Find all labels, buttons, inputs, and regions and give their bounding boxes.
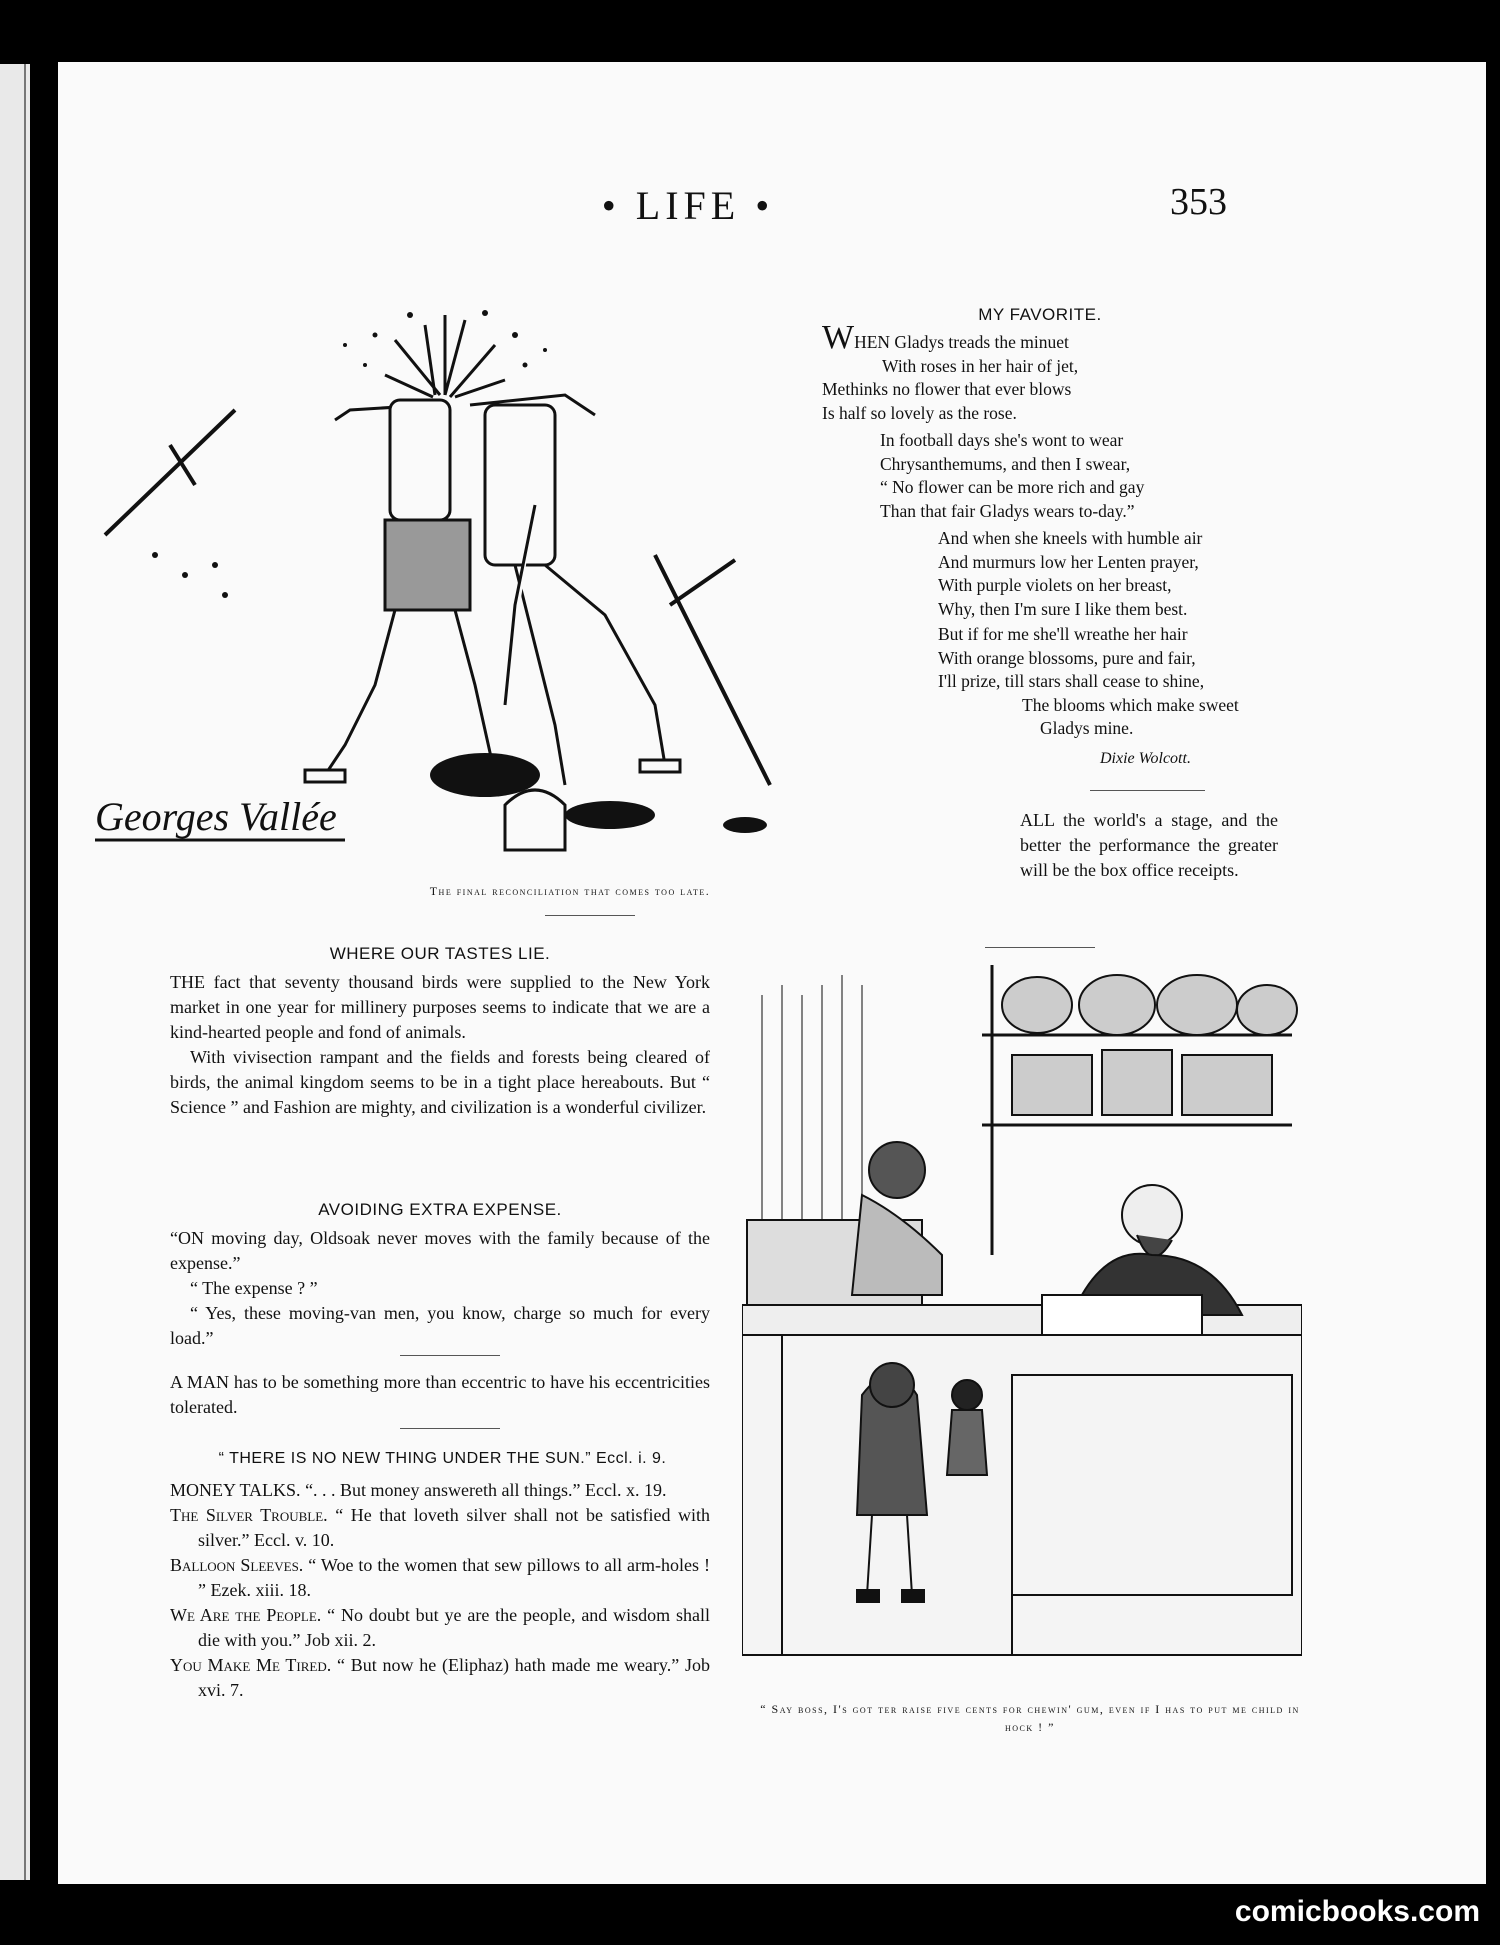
poem-line: The blooms which make sweet xyxy=(1022,694,1239,715)
eccentric-paragraph: A MAN has to be something more than eccentric to have his eccentricities tolerated. xyxy=(170,1372,710,1417)
page-number: 353 xyxy=(1170,181,1227,223)
expense-paragraph-1: “ON moving day, Oldsoak never moves with the family because of the expense.” xyxy=(170,1228,710,1273)
poem-line: Gladys mine. xyxy=(1040,718,1134,738)
poem-line: “ No flower can be more rich and gay xyxy=(880,477,1145,497)
poem-author: Dixie Wolcott. xyxy=(1100,750,1191,767)
eccentric-article xyxy=(170,1370,710,1420)
sun-item xyxy=(170,1553,710,1603)
sun-item-lead: You Make Me Tired. xyxy=(170,1655,332,1675)
tastes-paragraph-2: With vivisection rampant and the fields and forests being cleared of birds, the animal kingdom seems to be in a tight place hereabouts. But “ Science ” and Fashion are mighty, and civilization is a wonderful civilizer. xyxy=(170,1047,710,1117)
sun-item-lead: MONEY TALKS. xyxy=(170,1480,301,1500)
sun-item xyxy=(170,1603,710,1653)
artist-signature: Georges Vallée xyxy=(95,794,337,839)
sun-item-lead: The Silver Trouble. xyxy=(170,1505,328,1525)
shop-caption: “ Say boss, I's got ter raise five cents for chewin' gum, even if I has to put me child in hock ! ” xyxy=(760,1702,1300,1734)
masthead: • LIFE • xyxy=(601,183,775,228)
poem-line-text: HEN Gladys treads the minuet xyxy=(854,332,1069,352)
sun-title: “ THERE IS NO NEW THING UNDER THE SUN.” Eccl. i. 9. xyxy=(218,1450,667,1467)
poem-line: With orange blossoms, pure and fair, xyxy=(938,647,1196,668)
poem-body xyxy=(822,319,1282,741)
tastes-title: WHERE OUR TASTES LIE. xyxy=(329,944,551,963)
knights-illustration xyxy=(95,305,825,865)
poem-line: Is half so lovely as the rose. xyxy=(822,402,1017,423)
poem-line: Than that fair Gladys wears to-day.” xyxy=(880,500,1135,521)
divider xyxy=(545,915,635,916)
sun-item-text: “ But now he (Eliphaz) hath made me weary.” Job xvi. 7. xyxy=(198,1655,710,1700)
poem-line: WHEN Gladys treads the minuet xyxy=(822,319,1069,356)
poem-line: And when she kneels with humble air xyxy=(938,528,1203,548)
sun-item-lead: Balloon Sleeves. xyxy=(170,1555,304,1575)
tastes-article xyxy=(170,970,710,1120)
sun-item-lead: We Are the People. xyxy=(170,1605,322,1625)
stage-text: ALL the world's a stage, and the better the performance the greater will be the box office receipts. xyxy=(1020,810,1278,880)
divider xyxy=(400,1428,500,1429)
sun-item-text: “ No doubt but ye are the people, and wisdom shall die with you.” Job xii. 2. xyxy=(198,1605,710,1650)
poem-line: In football days she's wont to wear xyxy=(880,430,1124,450)
expense-paragraph-3: “ Yes, these moving-van men, you know, charge so much for every load.” xyxy=(170,1303,710,1348)
sun-item xyxy=(170,1653,710,1703)
poem-line: And murmurs low her Lenten prayer, xyxy=(938,551,1199,572)
adjacent-page-edge xyxy=(0,64,30,1880)
shop-illustration xyxy=(742,955,1302,1675)
sun-item xyxy=(170,1478,710,1503)
divider xyxy=(400,1355,500,1356)
sun-item-text: “ He that loveth silver shall not be satisfied with silver.” Eccl. v. 10. xyxy=(198,1505,710,1550)
sun-list xyxy=(170,1478,710,1703)
watermark: comicbooks.com xyxy=(1234,1895,1480,1928)
poem-line: With purple violets on her breast, xyxy=(938,575,1172,595)
stage-paragraph xyxy=(1020,808,1278,883)
sun-item-text: “ Woe to the women that sew pillows to all arm-holes ! ” Ezek. xiii. 18. xyxy=(198,1555,710,1600)
poem-line: Chrysanthemums, and then I swear, xyxy=(880,453,1131,474)
expense-paragraph-2: “ The expense ? ” xyxy=(190,1278,318,1298)
knights-caption: The final reconciliation that comes too late. xyxy=(429,884,711,898)
poem-line: But if for me she'll wreathe her hair xyxy=(938,624,1188,644)
divider xyxy=(985,947,1095,948)
divider xyxy=(1090,790,1205,791)
sun-item xyxy=(170,1503,710,1553)
poem-line: Why, then I'm sure I like them best. xyxy=(938,598,1188,619)
expense-article xyxy=(170,1226,710,1351)
expense-title: AVOIDING EXTRA EXPENSE. xyxy=(318,1200,562,1219)
poem-title: MY FAVORITE. xyxy=(978,305,1102,324)
tastes-paragraph-1: THE fact that seventy thousand birds were supplied to the New York market in one year for millinery purposes seems to indicate that we are a kind-hearted people and fond of animals. xyxy=(170,972,710,1042)
poem-line: With roses in her hair of jet, xyxy=(882,355,1079,376)
poem-line: Methinks no flower that ever blows xyxy=(822,379,1072,399)
poem-line: I'll prize, till stars shall cease to shine, xyxy=(938,671,1205,691)
sun-item-text: “. . . But money answereth all things.” Eccl. x. 19. xyxy=(305,1480,667,1500)
